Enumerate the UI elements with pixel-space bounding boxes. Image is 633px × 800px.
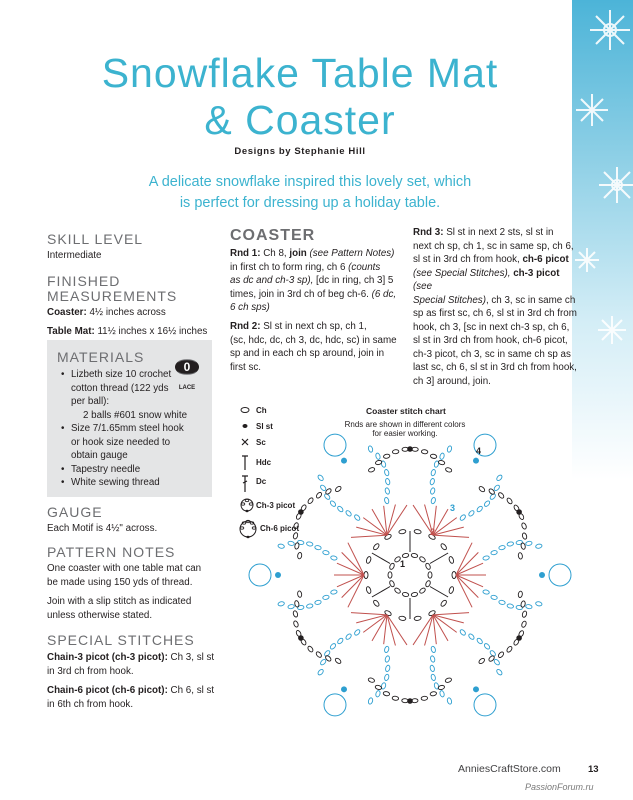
round-3-chain [384,655,390,662]
round-1-chain [402,592,409,597]
round-3-chain [384,469,390,476]
gauge-section [47,505,217,536]
coaster-size [47,306,215,320]
title-line-2: & Coaster [204,97,396,143]
round-3-chain [491,595,498,600]
round-3-slip-stitch [539,572,545,578]
round-number-label: 4 [476,446,482,456]
round-4-slip-stitch [298,509,304,515]
chart-title: Coaster stitch chart [366,406,446,416]
round-3-line-8: sl st in 3rd ch from hook, ch-6 picot, [413,335,568,346]
round-4-chain [421,449,428,454]
round-1-chain [448,586,454,594]
round-2-stitch [456,552,478,575]
round-3-chain [439,690,445,697]
round-number-label: 2 [430,527,436,537]
round-3-chain [297,540,304,545]
round-4-slip-stitch [407,698,413,704]
round-3-chain [330,555,337,560]
pattern-note-1 [47,562,217,589]
round-3-chain [516,605,523,610]
round-2-stitch [348,575,364,607]
round-1-text: Ch 8, [260,248,290,259]
round-3-line-4-bold: ch-3 picot [513,267,560,279]
round-3-picot [549,564,571,586]
title-line-1: Snowflake Table Mat [101,50,499,96]
legend-label-sc: Sc [256,438,266,447]
round-2-stitch [456,563,483,575]
round-1-dc [372,553,390,564]
round-4-chain [522,532,528,539]
round-3-chain [525,604,532,609]
round-4-slip-stitch [298,635,304,641]
round-3-chain [430,655,436,662]
round-number-label: 3 [450,503,456,513]
round-1-chain [414,616,422,621]
round-4-chain [430,691,437,696]
round-3-chain [430,646,436,653]
round-2-stitch [456,575,478,598]
round-2-stitch [337,575,364,587]
pattern-note-1-line-1: One coaster with one table mat can [47,563,202,574]
round-3-line-7: hook, ch 3, [sc in next ch-3 sp, ch 6, [413,321,570,333]
round-2-stitch [342,552,364,575]
round-3-chain [320,658,327,665]
round-2-line-1: Sl st in next ch sp, ch 1, [260,321,367,332]
round-4-slip-stitch [407,446,413,452]
round-number-label: 1 [400,559,406,569]
left-column [47,232,215,339]
round-3-chain [430,674,436,681]
round-3-chain [368,445,374,452]
round-2-stitch [342,575,364,598]
round-3-chain [314,545,321,550]
chart-note [330,420,480,438]
gauge-heading: GAUGE [47,504,103,520]
round-3-line-3-bold: ch-6 picot [522,254,569,265]
lace-weight-badge [172,354,202,392]
chain-icon [238,404,256,418]
round-3-slip-stitch [473,686,479,692]
ch6-picot-text: Ch 6, sl st [167,685,215,696]
round-2-line-3: sp and in each ch sp around, join in [230,348,385,359]
round-2-line-4: first sc. [230,361,262,373]
round-3-picot [474,694,496,716]
round-1-chain [402,553,409,558]
legend-label-ch6-picot: Ch-6 picot [260,524,300,533]
ch6-picot-text-line-2: in 6th ch from hook. [47,698,134,710]
round-2-stitch [456,575,483,587]
round-3-chain [493,658,500,665]
designer-byline: Designs by Stephanie Hill [234,146,366,157]
ch6-picot-label: Chain-6 picot (ch-6 picot): [47,685,168,696]
round-3-chain [507,541,514,546]
round-4-chain [293,610,299,617]
round-1-line-4: times, join in 3rd ch of beg ch-6. [230,288,372,300]
round-4-chain [307,497,314,505]
round-4-chain [294,600,299,607]
round-1-chain [411,592,418,597]
round-3-chain [375,453,381,460]
round-4-chain [521,522,527,529]
round-2-line-2: (sc, hdc, dc, ch 3, dc, hdc, sc) in same [230,334,397,346]
round-4-chain [368,467,375,473]
footer-website: AnniesCraftStore.com [458,763,561,775]
round-3-picot [249,564,271,586]
round-4-chain [368,677,375,683]
round-3-chain [385,665,391,672]
round-2-stitch [387,615,407,645]
round-3-line-6: sp as first sc, ch 6, sl st in 3rd ch from [413,308,577,319]
round-4-chain [497,651,504,658]
round-2-stitch [351,613,387,615]
pattern-notes-section [47,545,217,622]
round-4-chain [334,657,341,664]
pattern-notes-heading: PATTERN NOTES [47,544,176,560]
legend-label-hdc: Hdc [256,458,272,467]
round-1-line-5-italic: 6 ch sps) [230,302,270,313]
special-stitches-heading: SPECIAL STITCHES [47,632,195,648]
round-2-stitch [351,535,387,537]
round-3-chain [483,500,490,507]
pattern-note-2-line-1: Join with a slip stitch as indicated [47,596,192,607]
round-1-line-3: [dc in ring, ch 3] 5 [313,275,394,286]
ch3-picot-text: Ch 3, sl st [167,652,215,663]
round-3-chain [320,484,327,491]
round-3-line-1: Sl st in next 2 sts, sl st in [443,227,554,238]
skill-level-value: Intermediate [47,250,102,261]
round-1-chain [440,543,448,551]
round-1-join: join [289,248,307,259]
round-3-chain [375,690,381,697]
round-3-chain [483,643,490,650]
list-item: or hook size needed to [71,436,171,448]
round-1-note: (see Pattern Notes) [306,248,395,259]
ch6-picot-icon [238,518,258,540]
round-3-chain [384,674,390,681]
round-3-chain [447,445,453,452]
round-3-line-4-italic-2: (see [413,281,433,292]
legend-label-ch3-picot: Ch-3 picot [256,501,296,510]
round-3-chain [430,497,436,504]
round-3-line-2: next ch sp, ch 1, sc in same sp, ch 6, [413,240,574,252]
page-title [30,50,570,144]
round-3-chain [430,487,436,494]
ch3-picot-label: Chain-3 picot (ch-3 picot): [47,652,168,663]
round-1-chain [411,553,418,558]
pattern-note-2 [47,595,217,622]
round-1-line-2-italic: (counts [348,261,381,273]
special-stitch-ch3-picot [47,651,222,678]
round-3-chain [345,510,352,517]
round-2-stitch [456,575,472,607]
mat-size-value: 11½ inches x 16½ inches [97,326,208,337]
legend-label-dc: Dc [256,477,267,486]
mat-size-label: Table Mat: [47,326,95,337]
special-stitches-section [47,633,222,711]
round-3-chain [368,697,374,704]
round-3-chain [314,600,321,605]
round-4-chain [478,657,485,664]
round-3-line-5-italic: Special Stitches) [413,294,486,306]
lace-weight-number: 0 [183,360,191,374]
round-1-dc [430,587,448,598]
round-3-chain [384,497,390,504]
round-3-chain [354,629,361,636]
round-1-chain [366,586,372,594]
round-3-chain [525,541,532,546]
round-3-line-9: ch-3 picot, ch 3, sc in same ch sp as [413,348,571,360]
round-3-slip-stitch [275,572,281,578]
round-3-chain [322,550,329,555]
round-1-dc [430,553,448,564]
skill-level-heading: SKILL LEVEL [47,231,144,247]
round-3-chain [459,629,466,636]
round-3-line-11: ch 3] around, join. [413,375,491,387]
double-crochet-icon [238,474,256,494]
coaster-stitch-chart [224,397,584,727]
slip-stitch-icon [238,420,256,434]
round-3-chain [493,484,500,491]
intro-line-1: A delicate snowflake inspired this lovely set, which [148,174,472,190]
round-3-picot [324,694,346,716]
round-1-chain [394,587,401,594]
round-3-chain [496,474,503,481]
round-4-chain [335,485,342,492]
round-4-chain [518,591,523,598]
list-item: • White sewing thread [71,476,201,490]
round-1-label: Rnd 1: [230,248,261,259]
page-number: 13 [588,764,599,775]
round-1-chain [419,556,426,563]
round-3-chain [322,595,329,600]
round-4-chain [506,646,513,654]
round-1-chain [414,529,422,534]
round-3-slip-stitch [341,686,347,692]
round-3-chain [476,505,483,512]
round-3-chain [483,589,490,594]
finished-measurements-heading [47,274,215,304]
round-4-chain [522,610,528,617]
chart-note-line-2: for easier working. [372,429,438,438]
round-3-line-5: , ch 3, sc in same ch [485,294,576,306]
round-3-chain [288,604,295,609]
round-2-stitch [433,535,469,537]
round-1-chain [364,572,368,579]
round-4-slip-stitch [516,509,522,515]
round-1-instructions [230,247,402,315]
stitch-chart-diagram [249,434,571,716]
round-1-chain [440,599,448,607]
round-3-chain [337,637,344,644]
list-item: • Size 7/1.65mm steel hook [71,422,201,436]
lace-weight-label: LACE [178,385,196,391]
round-4-chain [307,645,314,653]
round-4-chain [520,600,525,607]
round-2-stitch [337,563,364,575]
round-3-line-4-italic: (see Special Stitches), [413,267,514,279]
round-3-chain [329,500,336,507]
round-4-chain [315,492,322,499]
chart-note-line-1: Rnds are shown in different colors [344,420,466,429]
yarn-skein-icon [172,354,202,380]
round-1-chain [399,616,407,621]
special-stitch-ch6-picot [47,684,222,711]
round-1-chain [366,556,372,564]
pattern-note-2-line-2: unless otherwise stated. [47,609,153,621]
round-4-chain [498,492,505,499]
round-3-slip-stitch [473,458,479,464]
intro-text [120,172,500,214]
round-2-label: Rnd 2: [230,321,261,332]
round-4-chain [521,620,527,627]
round-1-line-4-italic: (6 dc, [371,288,397,300]
round-4-chain [445,677,452,683]
round-4-chain [297,591,302,598]
list-item: cotton thread (122 yds [71,382,169,394]
intro-line-2: is perfect for dressing up a holiday table. [179,195,441,211]
round-4-chain [506,497,513,505]
legend-label-sl-st: Sl st [256,422,273,431]
round-3-chain [447,697,453,704]
round-2-stitch [456,543,472,575]
round-3-chain [483,555,490,560]
round-3-chain [491,550,498,555]
materials-heading: MATERIALS [57,349,145,365]
round-4-chain [315,651,322,658]
round-1-chain [428,572,432,578]
round-3-chain [330,589,337,594]
round-3-chain [384,487,390,494]
mat-size [47,325,215,339]
ch3-picot-text-line-2: in 3rd ch from hook. [47,665,134,677]
round-1-chain [419,587,426,594]
round-3-chain [329,643,336,650]
round-2-stitch [387,504,395,535]
round-3-chain [306,541,313,546]
round-2-stitch [425,615,433,646]
round-3-chain [429,665,435,672]
round-3-chain [498,545,505,550]
round-2-instructions [230,320,402,374]
list-item: 2 balls #601 snow white [83,409,188,421]
round-2-stitch [387,615,395,646]
round-3-chain [439,453,445,460]
pattern-note-1-line-2: be made using 150 yds of thread. [47,576,193,588]
round-2-stitch [387,505,407,535]
round-3-chain [297,605,304,610]
round-1-chain [373,543,381,551]
legend-label-ch: Ch [256,406,267,415]
round-1-chain [448,556,454,564]
round-4-chain [421,696,428,701]
round-4-chain [445,467,452,473]
list-item: • Tapestry needle [71,463,201,477]
round-4-chain [294,542,299,549]
round-1-line-2: in first ch to form ring, ch 6 [230,261,349,273]
round-3-chain [430,469,436,476]
gauge-text: Each Motif is 4½" across. [47,523,158,534]
round-3-chain [468,510,475,517]
round-4-chain [430,454,437,459]
round-3-slip-stitch [341,458,347,464]
finished-heading-line-1: FINISHED [47,272,121,289]
round-4-chain [518,552,523,559]
single-crochet-icon [238,436,256,450]
round-1-dc [372,587,390,598]
round-3-chain [288,541,295,546]
round-3-label: Rnd 3: [413,227,444,238]
round-3-chain [385,478,391,485]
round-3-chain [278,601,285,606]
round-3-chain [507,603,514,608]
round-2-stitch [433,613,469,615]
round-3-chain [429,478,435,485]
round-4-chain [392,696,399,701]
round-4-chain [392,449,399,454]
list-item: per ball): [71,396,110,407]
watermark: PassionForum.ru [525,782,594,792]
round-1-chain [452,572,456,579]
coaster-size-value: 4½ inches across [89,306,166,318]
round-3-instructions [413,226,578,388]
round-1-chain [388,572,392,578]
round-3-chain [535,544,542,549]
round-4-chain [293,620,299,627]
finished-heading-line-2: MEASUREMENTS [47,287,178,304]
round-1-chain [399,529,407,534]
round-1-line-3-italic: as dc and ch-3 sp), [230,275,314,286]
coaster-size-label: Coaster: [47,306,87,318]
list-item: obtain gauge [71,450,128,461]
round-4-chain [478,486,485,493]
round-3-chain [498,600,505,605]
coaster-heading: COASTER [230,227,316,244]
round-3-chain [317,668,324,675]
round-3-line-10: last sc, ch 6, sl st in 3rd ch from hook, [413,362,577,373]
round-2-stitch [413,615,433,645]
round-3-chain [476,637,483,644]
round-4-chain [297,552,302,559]
round-3-chain [496,668,503,675]
round-3-line-3: sl st in 3rd ch from hook, [413,254,523,265]
round-2-stitch [348,543,364,575]
round-1-chain [373,599,381,607]
round-4-chain [383,454,390,459]
round-3-chain [468,633,475,640]
list-item: • Lizbeth size 10 crochet [71,368,201,382]
ch3-picot-icon [238,496,256,516]
round-3-chain [317,474,324,481]
half-double-crochet-icon [238,454,256,472]
round-3-chain [516,540,523,545]
round-4-chain [520,543,525,550]
round-4-chain [383,691,390,696]
round-4-slip-stitch [516,635,522,641]
round-3-chain [306,603,313,608]
round-3-chain [459,514,466,521]
round-3-chain [278,544,285,549]
round-3-chain [535,601,542,606]
round-3-chain [337,505,344,512]
round-3-chain [345,633,352,640]
round-3-chain [384,646,390,653]
round-3-chain [354,514,361,521]
